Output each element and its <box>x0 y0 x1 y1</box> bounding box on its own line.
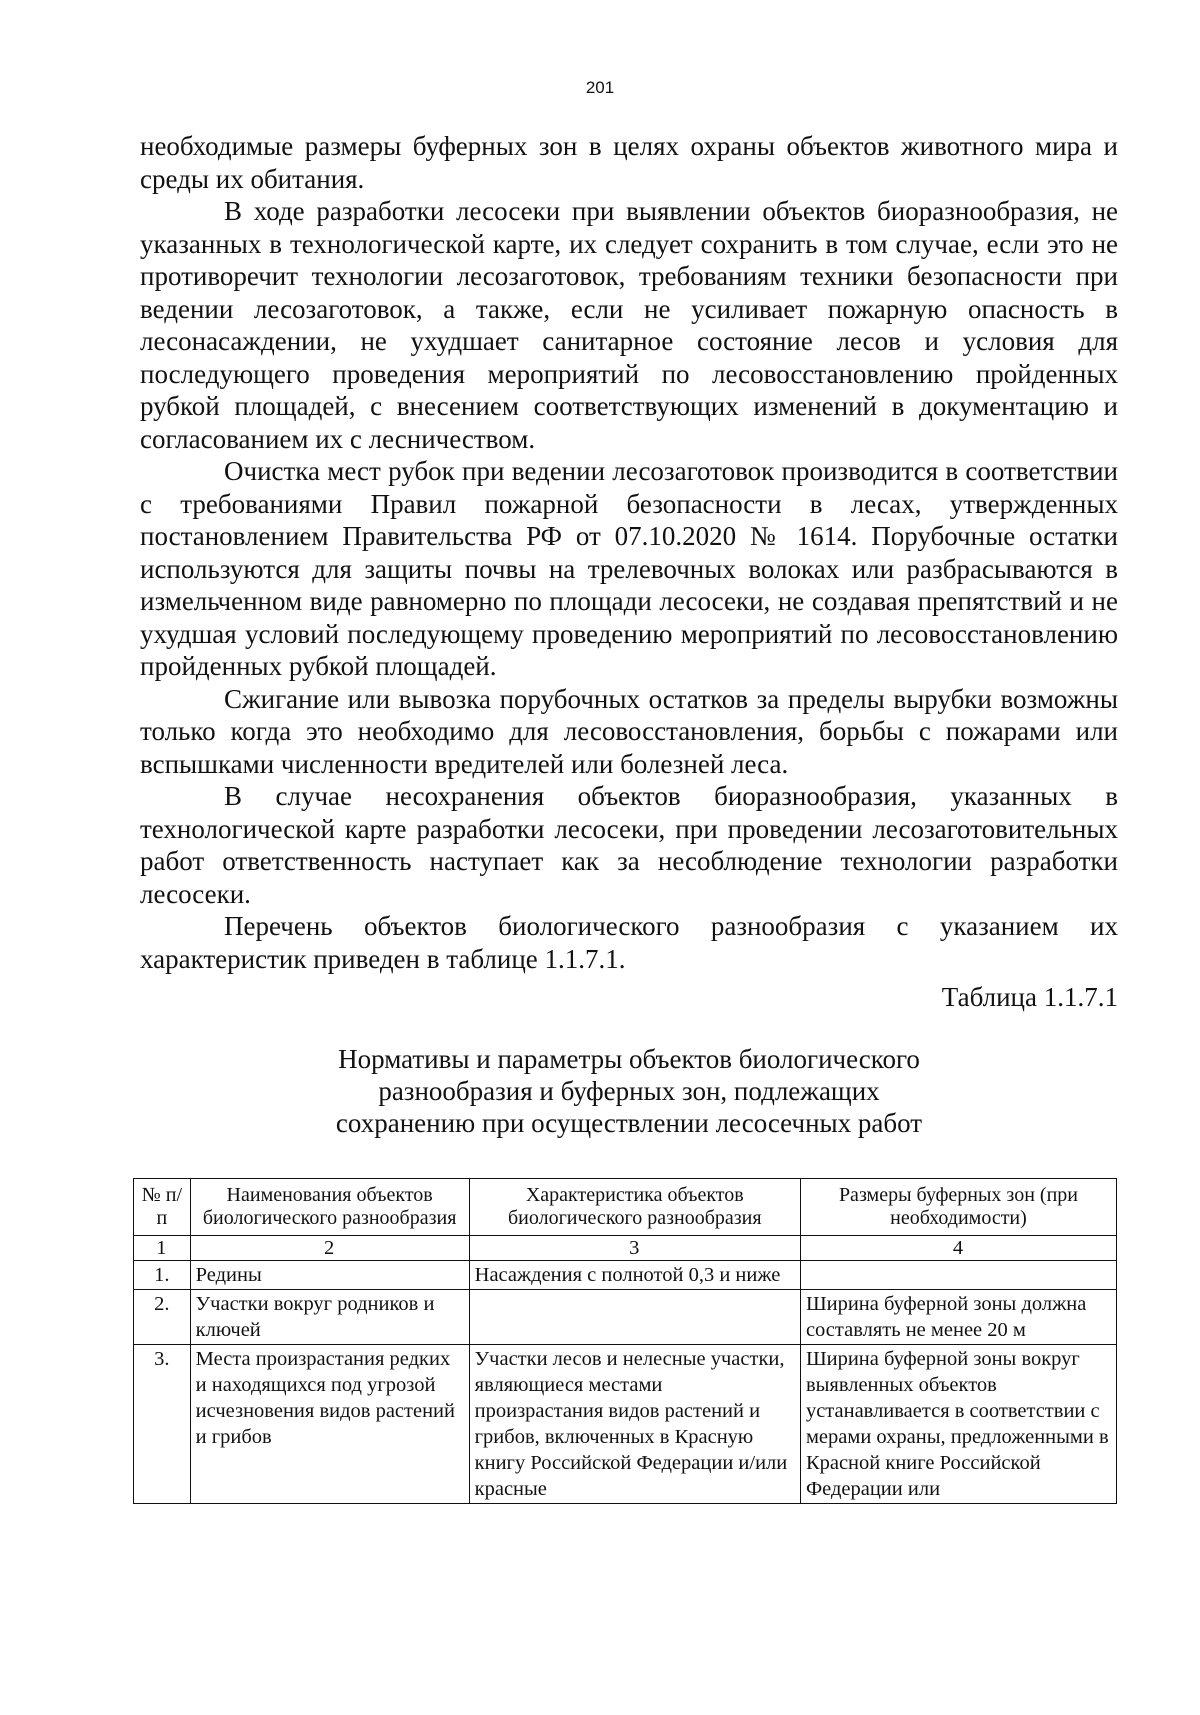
document-body <box>140 130 1118 1139</box>
table-caption: Таблица 1.1.7.1 <box>941 982 1118 1012</box>
page-number: 201 <box>585 78 615 97</box>
characteristic-cell: Участки лесов и нелесные участки, являющиеся местами произрастания видов растений и грибов, включенных в Красную книгу Российской Федерации и/или красные <box>469 1345 800 1504</box>
biodiversity-norms-table <box>133 1178 1117 1504</box>
header-buffer-size: Размеры буферных зон (при необходимости) <box>800 1179 1116 1236</box>
column-numbers-row <box>134 1236 1117 1261</box>
paragraph-2: В ходе разработки лесосеки при выявлении объектов биоразнообразия, не указанных в технологической карте, их следует сохранить в том случае, если это не противоречит технологии лесозаготовок, требованиям техники безопасности при ведении лесозаготовок, а также, если не усиливает пожарную опасность в лесонасаждении, не ухудшает санитарное состояние лесов и условия для последующего проведения мероприятий по лесовосстановлению пройденных рубкой площадей, с внесением соответствующих изменений в документацию и согласованием их с лесничеством. <box>140 196 1118 454</box>
column-number: 3 <box>469 1236 800 1261</box>
table-row <box>134 1261 1117 1290</box>
paragraph-6: Перечень объектов биологического разнообразия с указанием их характеристик приведен в таблице 1.1.7.1. <box>140 911 1118 974</box>
column-number: 1 <box>134 1236 191 1261</box>
buffer-size-cell: Ширина буферной зоны должна составлять не менее 20 м <box>800 1290 1116 1345</box>
buffer-size-cell: Ширина буферной зоны вокруг выявленных объектов устанавливается в соответствии с мерами охраны, предложенными в Красной книге Российской Федерации или <box>800 1345 1116 1504</box>
row-number: 1. <box>134 1261 191 1290</box>
object-name-cell: Участки вокруг родников и ключей <box>190 1290 469 1345</box>
column-number: 2 <box>190 1236 469 1261</box>
header-number: № п/п <box>134 1179 191 1236</box>
paragraph-3: Очистка мест рубок при ведении лесозаготовок производится в соответствии с требованиями Правил пожарной безопасности в лесах, утвержденных постановлением Правительства РФ от 07.10.2020 № 1614. Порубочные остатки используются для защиты почвы на трелевочных волоках или разбрасываются в измельченном виде равномерно по площади лесосеки, не создавая препятствий и не ухудшая условий последующему проведению мероприятий по лесовосстановлению пройденных рубкой площадей. <box>140 456 1118 681</box>
table-row <box>134 1290 1117 1345</box>
column-number: 4 <box>800 1236 1116 1261</box>
paragraph-5: В случае несохранения объектов биоразнообразия, указанных в технологической карте разработки лесосеки, при проведении лесозаготовительных работ ответственность наступает как за несоблюдение технологии разработки лесосеки. <box>140 781 1118 909</box>
object-name-cell: Места произрастания редких и находящихся под угрозой исчезновения видов растений и грибов <box>190 1345 469 1504</box>
table-title: Нормативы и параметры объектов биологического разнообразия и буферных зон, подлежащих сохранению при осуществлении лесосечных работ <box>335 1044 923 1138</box>
buffer-size-cell <box>800 1261 1116 1290</box>
paragraph-4: Сжигание или вывозка порубочных остатков за пределы вырубки возможны только когда это необходимо для лесовосстановления, борьбы с пожарами или вспышками численности вредителей или болезней леса. <box>140 683 1118 779</box>
paragraph-1: необходимые размеры буферных зон в целях охраны объектов животного мира и среды их обитания. <box>140 131 1118 194</box>
object-name-cell: Редины <box>190 1261 469 1290</box>
header-characteristic: Характеристика объектов биологического разнообразия <box>469 1179 800 1236</box>
table-header-row <box>134 1179 1117 1236</box>
table-row <box>134 1345 1117 1504</box>
characteristic-cell: Насаждения с полнотой 0,3 и ниже <box>469 1261 800 1290</box>
row-number: 2. <box>134 1290 191 1345</box>
row-number: 3. <box>134 1345 191 1504</box>
characteristic-cell <box>469 1290 800 1345</box>
header-object-name: Наименования объектов биологического разнообразия <box>190 1179 469 1236</box>
